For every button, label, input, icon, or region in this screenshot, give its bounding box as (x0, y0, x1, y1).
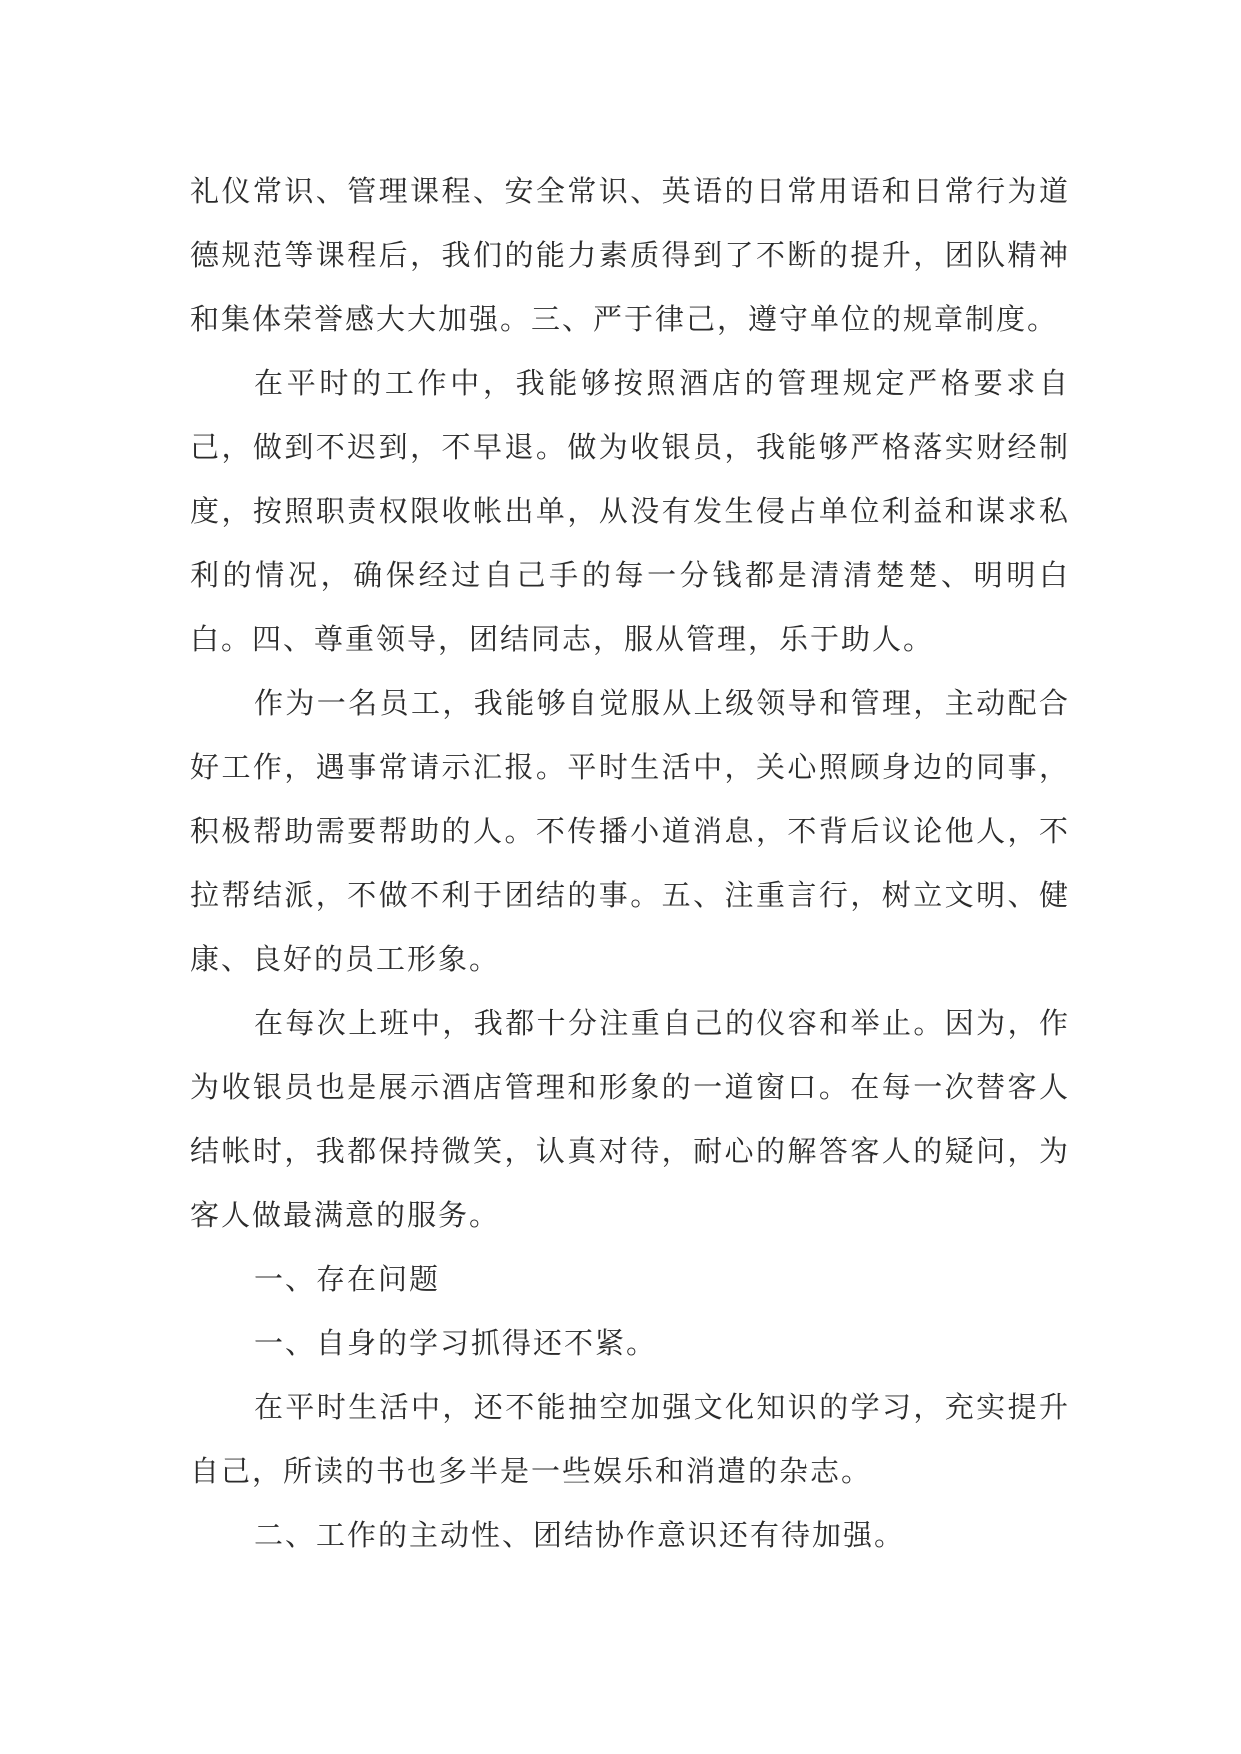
subsection-heading: 二、工作的主动性、团结协作意识还有待加强。 (254, 1518, 906, 1552)
paragraph: 在平时的工作中，我能够按照酒店的管理规定严格要求自己，做到不迟到，不早退。做为收银员，我能够严格落实财经制度，按照职责权限收帐出单，从没有发生侵占单位利益和谋求私利的情况，确保经过自己手的每一分钱都是清清楚楚、明明白白。四、尊重领导，团结同志，服从管理，乐于助人。 (190, 366, 1070, 656)
paragraph: 礼仪常识、管理课程、安全常识、英语的日常用语和日常行为道德规范等课程后，我们的能力素质得到了不断的提升，团队精神和集体荣誉感大大加强。三、严于律己，遵守单位的规章制度。 (190, 174, 1070, 336)
paragraph: 在平时生活中，还不能抽空加强文化知识的学习，充实提升自己，所读的书也多半是一些娱乐和消遣的杂志。 (190, 1390, 1070, 1488)
paragraph: 作为一名员工，我能够自觉服从上级领导和管理，主动配合好工作，遇事常请示汇报。平时生活中，关心照顾身边的同事，积极帮助需要帮助的人。不传播小道消息，不背后议论他人，不拉帮结派，不做不利于团结的事。五、注重言行，树立文明、健康、良好的员工形象。 (190, 686, 1070, 976)
paragraph: 在每次上班中，我都十分注重自己的仪容和举止。因为，作为收银员也是展示酒店管理和形象的一道窗口。在每一次替客人结帐时，我都保持微笑，认真对待，耐心的解答客人的疑问，为客人做最满意的服务。 (190, 1006, 1070, 1232)
section-heading: 一、存在问题 (254, 1262, 441, 1296)
document-body (190, 159, 1070, 1567)
subsection-heading: 一、自身的学习抓得还不紧。 (254, 1326, 658, 1360)
